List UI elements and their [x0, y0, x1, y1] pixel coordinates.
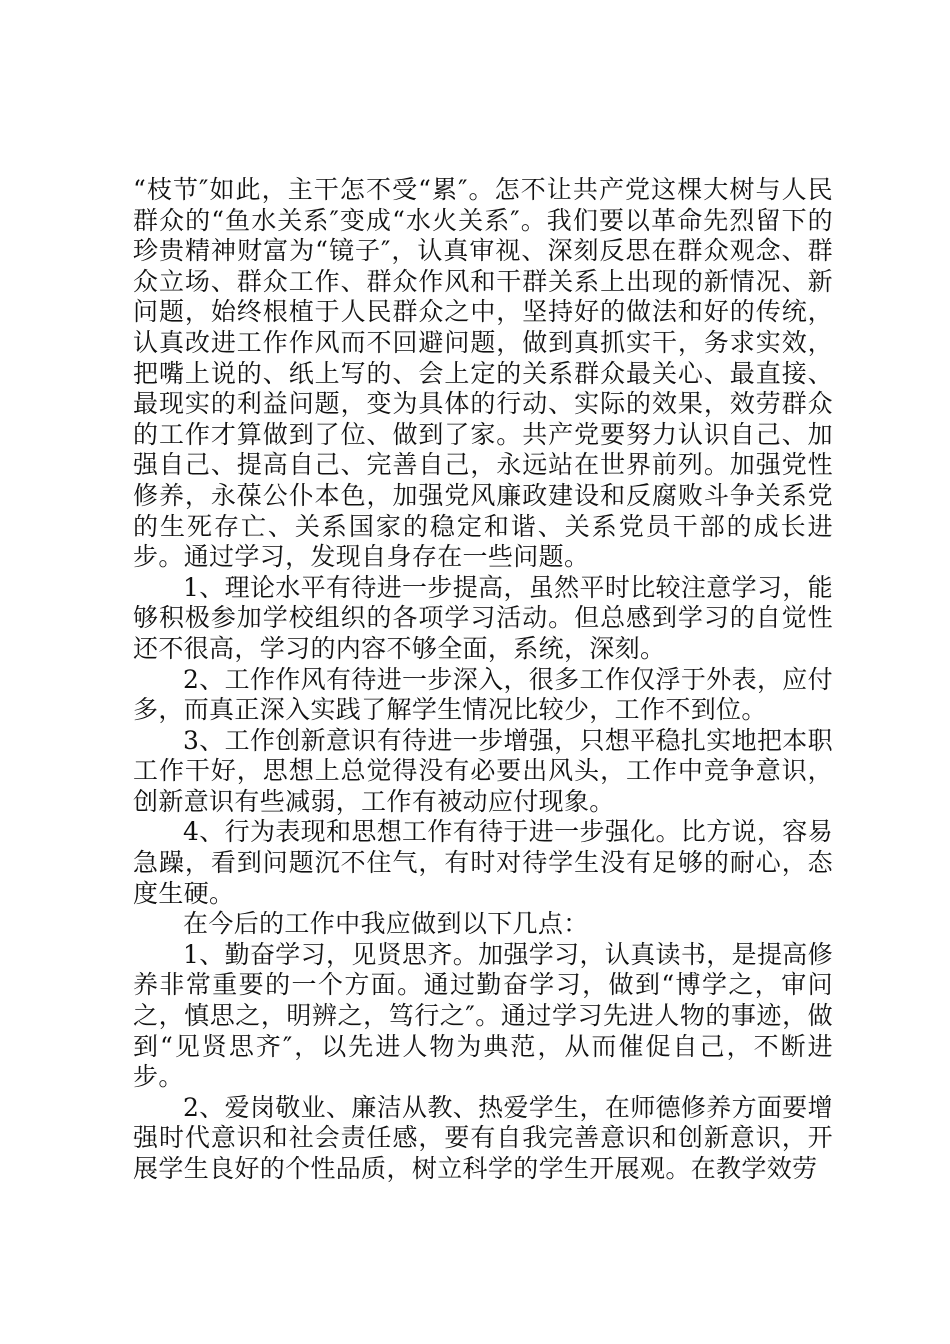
paragraph-problem-4: 4、行为表现和思想工作有待于进一步强化。比方说，容易急躁，看到问题沉不住气，有时对待学生没有足够的耐心，态度生硬。 [133, 817, 834, 908]
paragraph-problem-1: 1、理论水平有待进一步提高，虽然平时比较注意学习，能够积极参加学校组织的各项学习活动。但总感到学习的自觉性还不很高，学习的内容不够全面，系统，深刻。 [133, 572, 834, 663]
paragraph-problem-2: 2、工作作风有待进一步深入，很多工作仅浮于外表，应付多，而真正深入实践了解学生情况比较少，工作不到位。 [133, 664, 834, 725]
paragraph-plan-intro: 在今后的工作中我应做到以下几点： [183, 909, 589, 939]
paragraph-problem-3: 3、工作创新意识有待进一步增强，只想平稳扎实地把本职工作干好，思想上总觉得没有必要出风头，工作中竞争意识，创新意识有些减弱，工作有被动应付现象。 [133, 725, 834, 816]
paragraph-plan-2: 2、爱岗敬业、廉洁从教、热爱学生，在师德修养方面要增强时代意识和社会责任感，要有自我完善意识和创新意识，开展学生良好的个性品质，树立科学的学生开展观。在教学效劳 [133, 1092, 834, 1183]
paragraph-continuation: “枝节″如此，主干怎不受“累″。怎不让共产党这棵大树与人民群众的“鱼水关系″变成“水火关系″。我们要以革命先烈留下的珍贵精神财富为“镜子″，认真审视、深刻反思在群众观念、群众立场、群众工作、群众作风和干群关系上出现的新情况、新问题，始终根植于人民群众之中，坚持好的做法和好的传统，认真改进工作作风而不回避问题，做到真抓实干，务求实效，把嘴上说的、纸上写的、会上定的关系群众最关心、最直接、最现实的利益问题，变为具体的行动、实际的效果，效劳群众的工作才算做到了位、做到了家。共产党要努力认识自己、加强自己、提高自己、完善自己，永远站在世界前列。加强党性修养，永葆公仆本色，加强党风廉政建设和反腐败斗争关系党的生死存亡、关系国家的稳定和谐、关系党员干部的成长进步。通过学习，发现自身存在一些问题。 [133, 175, 833, 572]
document-body [133, 175, 833, 1185]
paragraph-plan-1: 1、勤奋学习，见贤思齐。加强学习，认真读书，是提高修养非常重要的一个方面。通过勤奋学习，做到“博学之，审问之，慎思之，明辨之，笃行之″。通过学习先进人物的事迹，做到“见贤思齐″，以先进人物为典范，从而催促自己，不断进步。 [133, 939, 834, 1092]
